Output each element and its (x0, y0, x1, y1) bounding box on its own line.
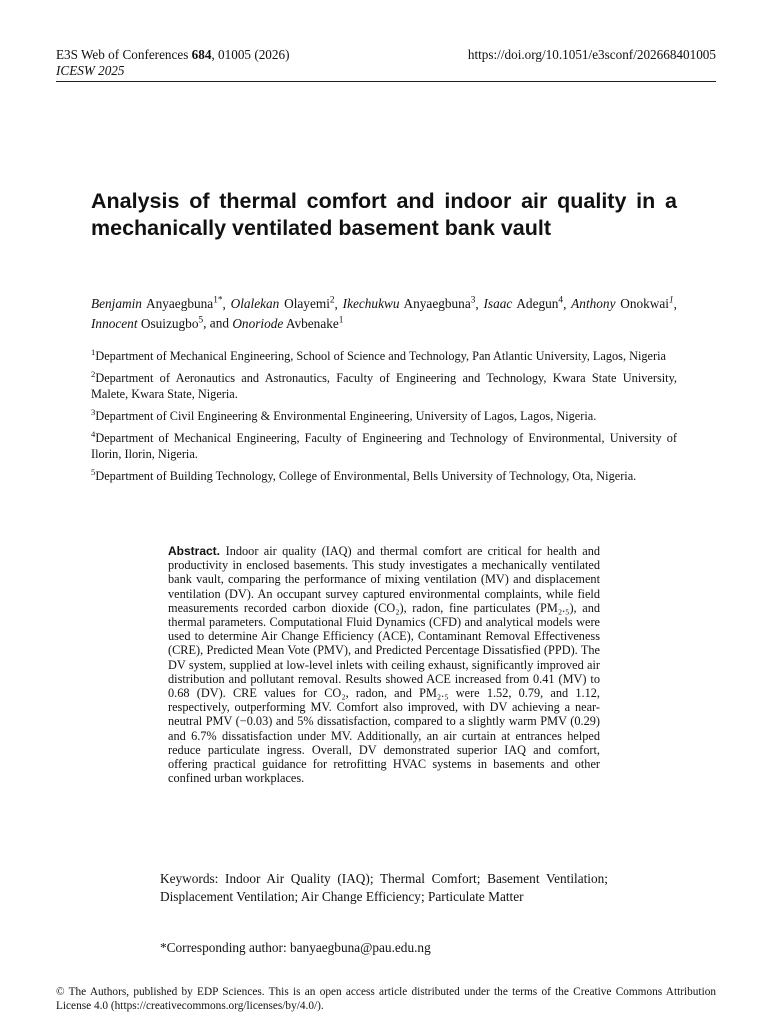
author (571, 296, 673, 311)
author-family-name: Onokwai (615, 296, 669, 312)
affiliation-text: Department of Mechanical Engineering, Faculty of Engineering and Technology of Environmental, University of Ilorin, Ilorin, Nigeria. (91, 431, 677, 462)
author-affiliation-mark: 1 (338, 315, 344, 326)
author-separator: , (673, 296, 677, 312)
author-affiliation-mark: 1* (213, 296, 223, 306)
abstract-heading: Abstract. (168, 544, 226, 558)
abstract-body: Indoor air quality (IAQ) and thermal comfort are critical for health and productivity in enclosed basements. This study investigates a mechanically ventilated bank vault, comparing the performance of mixing ventilation (MV) and displacement ventilation (DV). An occupant survey captured environmental complaints, while field measurements recorded carbon dioxide (CO₂), radon, fine particulates (PM₂.₅), and thermal parameters. Computational Fluid Dynamics (CFD) and analytical models were used to determine Air Change Efficiency (ACE), Contaminant Removal Effectiveness (CRE), Predicted Mean Vote (PMV), and Predicted Percentage Dissatisfied (PPD). The DV system, supplied at low-level inlets with ceiling exhaust, significantly improved air distribution and pollutant removal. Results showed ACE increased from 0.41 (MV) to 0.68 (DV). CRE values for CO₂, radon, and PM₂.₅ were 1.52, 0.79, and 1.12, respectively, outperforming MV. Comfort also improved, with DV achieving a near-neutral PMV (−0.03) and 5% dissatisfaction, compared to a slightly warm PMV (0.29) and 6.7% dissatisfaction under MV. Additionally, an air curtain at entrances helped reduce particulate ingress. Overall, DV demonstrated superior IAQ and comfort, offering practical guidance for retrofitting HVAC systems in basements and other confined urban workplaces. (168, 544, 600, 786)
author-given-name: Innocent (91, 315, 138, 331)
journal-volume: 684 (191, 47, 212, 62)
journal-citation (56, 47, 289, 63)
author-given-name: Olalekan (230, 296, 280, 312)
affiliation-text: Department of Mechanical Engineering, School of Science and Technology, Pan Atlantic University, Lagos, Nigeria (95, 349, 666, 364)
author-given-name: Anthony (571, 296, 616, 312)
doi-link[interactable]: https://doi.org/10.1051/e3sconf/202668401005 (467, 47, 716, 62)
author-separator: , (222, 296, 231, 312)
author-family-name: Anyaegbuna (399, 296, 471, 312)
author (232, 316, 343, 331)
keywords: Keywords: Indoor Air Quality (IAQ); Thermal Comfort; Basement Ventilation; Displacement Ventilation; Air Change Efficiency; Particulate Matter (160, 871, 608, 904)
author-family-name: Adegun (512, 296, 559, 312)
author-family-name: Osuizugbo (137, 315, 199, 331)
author-affiliation-mark: 5 (198, 315, 204, 326)
author-separator: , (334, 296, 343, 312)
author-family-name: Olayemi (279, 296, 330, 312)
author-given-name: Isaac (483, 296, 513, 312)
affiliation-number: 1 (91, 347, 96, 357)
affiliation-text: Department of Civil Engineering & Environmental Engineering, University of Lagos, Lagos, Nigeria. (95, 409, 597, 424)
author-family-name: Avbenake (283, 315, 339, 331)
author-family-name: Anyaegbuna (141, 296, 214, 312)
author-given-name: Onoriode (232, 315, 284, 331)
corresponding-author: *Corresponding author: banyaegbuna@pau.edu.ng (160, 940, 431, 955)
affiliation-number: 5 (91, 467, 96, 478)
license-footer: © The Authors, published by EDP Sciences. This is an open access article distributed under the terms of the Creative Commons Attribution License 4.0 (https://creativecommons.org/licenses/by/4.0/). (56, 986, 716, 1012)
affiliation (91, 464, 677, 484)
author (91, 296, 223, 311)
conference-name: ICESW 2025 (56, 63, 125, 78)
author-affiliation-mark: 3 (470, 296, 476, 306)
abstract (168, 544, 600, 785)
affiliation-list (91, 344, 677, 486)
affiliation (91, 344, 677, 364)
author-affiliation-mark: 2 (329, 296, 335, 306)
author-separator: , and (203, 315, 233, 331)
affiliation-number: 2 (91, 369, 96, 380)
author-given-name: Ikechukwu (342, 296, 400, 312)
author (231, 296, 335, 311)
author (483, 296, 563, 311)
affiliation (91, 404, 677, 424)
affiliation (91, 366, 677, 402)
paper-title: Analysis of thermal comfort and indoor air quality in a mechanically ventilated basement bank vault (91, 189, 677, 240)
author-list (91, 293, 677, 332)
article-number: , 01005 (2026) (211, 47, 290, 62)
author-separator: , (475, 296, 484, 312)
affiliation-text: Department of Building Technology, College of Environmental, Bells University of Technology, Ota, Nigeria. (95, 469, 637, 484)
author-affiliation-mark: 4 (558, 296, 564, 306)
journal-name: E3S Web of Conferences (56, 47, 192, 62)
affiliation-number: 4 (91, 429, 96, 440)
author-affiliation-mark: 1 (669, 296, 674, 306)
affiliation-number: 3 (91, 407, 96, 418)
running-header-left (56, 47, 289, 79)
author (91, 316, 203, 331)
author-separator: , (563, 296, 572, 312)
affiliation-text: Department of Aeronautics and Astronautics, Faculty of Engineering and Technology, Kwara State University, Malete, Kwara State, Nigeria. (91, 371, 677, 402)
affiliation (91, 426, 677, 462)
header-divider (56, 81, 716, 82)
author-given-name: Benjamin (91, 296, 142, 312)
author (343, 296, 476, 311)
